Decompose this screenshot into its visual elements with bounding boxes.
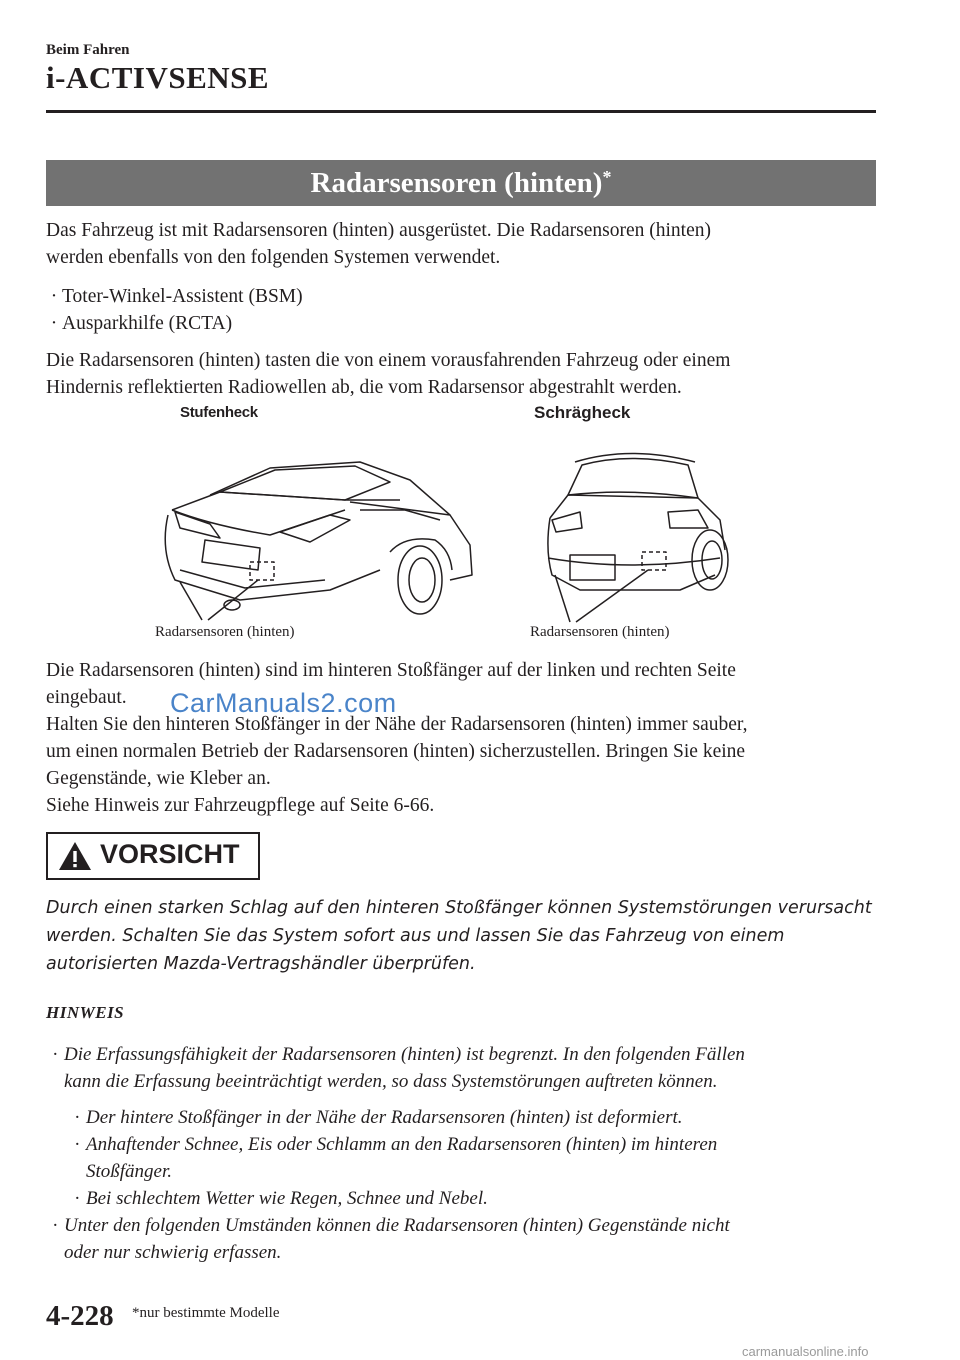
note-heading: HINWEIS [46, 1003, 125, 1022]
header-divider [46, 110, 876, 113]
section-label: Beim Fahren [46, 42, 130, 58]
text-line: Die Radarsensoren (hinten) sind im hinteren Stoßfänger auf der linken und rechten Seite [46, 660, 736, 681]
caution-label: VORSICHT [100, 839, 240, 869]
hatchback-rear-illustration [520, 440, 740, 625]
text-line: Siehe Hinweis zur Fahrzeugpflege auf Seite 6-66. [46, 795, 435, 816]
bullet-icon: · [52, 1044, 58, 1065]
bullet-icon: · [52, 1215, 58, 1236]
body-paragraph [46, 657, 866, 819]
list-item: · Toter-Winkel-Assistent (BSM) [46, 283, 866, 310]
intro-paragraph [46, 217, 866, 271]
chapter-title: i-ACTIVSENSE [46, 60, 270, 95]
systems-list [46, 283, 866, 337]
figure-caption-sedan: Radarsensoren (hinten) [155, 624, 295, 640]
text-line: kann die Erfassung beeinträchtigt werden, so dass Systemstörungen auftreten können. [64, 1071, 718, 1092]
text-line: Hindernis reflektierten Radiowellen ab, die vom Radarsensor abgestrahlt werden. [46, 377, 682, 398]
list-item: · Unter den folgenden Umständen können die Radarsensoren (hinten) Gegenstände nicht [46, 1212, 876, 1239]
caution-text [46, 894, 876, 978]
note-bullet-1 [46, 1041, 876, 1095]
description-paragraph [46, 347, 866, 401]
watermark-carmanualsonline: carmanualsonline.info [742, 1344, 869, 1359]
list-item: · Der hintere Stoßfänger in der Nähe der Radarsensoren (hinten) ist deformiert. [68, 1104, 868, 1131]
figure-caption-hatchback: Radarsensoren (hinten) [530, 624, 670, 640]
watermark-carmanuals2: CarManuals2.com [170, 688, 397, 718]
text-line: um einen normalen Betrieb der Radarsensoren (hinten) sicherzustellen. Bringen Sie keine [46, 741, 746, 762]
caution-label-box [46, 832, 260, 880]
text-line: eingebaut. [46, 687, 127, 708]
list-item: · Ausparkhilfe (RCTA) [46, 310, 866, 337]
text-line: werden ebenfalls von den folgenden Systemen verwendet. [46, 247, 501, 268]
list-item: · Anhaftender Schnee, Eis oder Schlamm an den Radarsensoren (hinten) im hinteren [68, 1131, 868, 1158]
text-line: Das Fahrzeug ist mit Radarsensoren (hinten) ausgerüstet. Die Radarsensoren (hinten) [46, 220, 711, 241]
sedan-rear-illustration [150, 440, 480, 625]
bullet-icon: · [50, 313, 58, 334]
list-item: · Bei schlechtem Wetter wie Regen, Schnee und Nebel. [68, 1185, 868, 1212]
optional-marker: * [602, 167, 612, 187]
text-line: Stoßfänger. [86, 1161, 173, 1182]
figure-title-hatchback: Schrägheck [534, 403, 631, 422]
text-line: autorisierten Mazda-Vertragshändler überprüfen. [46, 954, 476, 974]
page-title-text: Radarsensoren (hinten) [310, 167, 603, 199]
bullet-icon: · [74, 1134, 80, 1155]
text-line: oder nur schwierig erfassen. [64, 1242, 282, 1263]
list-item: · Die Erfassungsfähigkeit der Radarsensoren (hinten) ist begrenzt. In den folgenden Fällen [46, 1041, 876, 1068]
bullet-icon: · [50, 286, 58, 307]
footnote: *nur bestimmte Modelle [132, 1305, 280, 1321]
text-line: Durch einen starken Schlag auf den hinteren Stoßfänger können Systemstörungen verursacht [46, 898, 872, 918]
page-title [46, 160, 876, 206]
text-line: Gegenstände, wie Kleber an. [46, 768, 271, 789]
bullet-icon: · [74, 1107, 80, 1128]
note-bullet-2 [46, 1212, 876, 1266]
text-line: Die Radarsensoren (hinten) tasten die von einem vorausfahrenden Fahrzeug oder einem [46, 350, 731, 371]
text-line: Halten Sie den hinteren Stoßfänger in der Nähe der Radarsensoren (hinten) immer sauber, [46, 714, 748, 735]
warning-triangle-icon [58, 841, 92, 871]
figure-title-sedan: Stufenheck [180, 404, 258, 421]
page-number: 4-228 [46, 1300, 114, 1332]
note-sub-list [68, 1104, 868, 1212]
bullet-icon: · [74, 1188, 80, 1209]
text-line: werden. Schalten Sie das System sofort aus und lassen Sie das Fahrzeug von einem [46, 926, 785, 946]
